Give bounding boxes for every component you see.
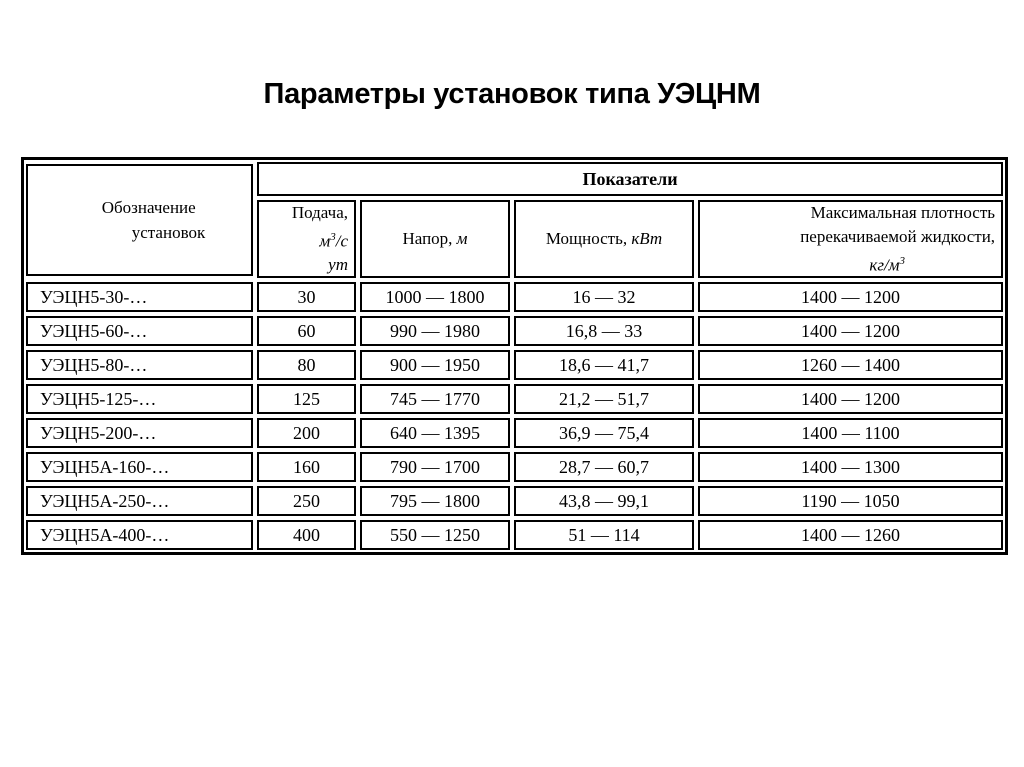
header-podacha-unit-sup: 3 <box>330 230 336 243</box>
row-density: 1400 — 1200 <box>698 282 1003 312</box>
table-row <box>24 484 1005 518</box>
row-power: 16,8 — 33 <box>514 316 694 346</box>
header-napor-unit: м <box>456 229 468 248</box>
parameters-table <box>21 157 1008 555</box>
header-density-cell <box>696 198 1005 280</box>
row-podacha: 60 <box>257 316 356 346</box>
header-group-label: Показатели <box>257 162 1003 196</box>
header-podacha-unit: м <box>319 231 331 251</box>
header-podacha-line3: ут <box>328 255 348 275</box>
row-power: 51 — 114 <box>514 520 694 550</box>
row-density: 1400 — 1300 <box>698 452 1003 482</box>
page-title: Параметры установок типа УЭЦНМ <box>263 78 761 110</box>
header-power-label: Мощность, <box>545 229 628 248</box>
row-density: 1400 — 1100 <box>698 418 1003 448</box>
header-napor-label: Напор, <box>402 229 453 248</box>
row-podacha: 250 <box>257 486 356 516</box>
row-power: 28,7 — 60,7 <box>514 452 694 482</box>
table-row <box>24 416 1005 450</box>
row-napor: 795 — 1800 <box>360 486 510 516</box>
row-density: 1400 — 1200 <box>698 316 1003 346</box>
row-density: 1400 — 1200 <box>698 384 1003 414</box>
header-density-unit-sup: 3 <box>899 254 906 267</box>
table-row <box>24 382 1005 416</box>
header-designation-cell <box>24 160 255 280</box>
header-group-cell <box>255 160 1005 198</box>
row-napor: 640 — 1395 <box>360 418 510 448</box>
row-power: 43,8 — 99,1 <box>514 486 694 516</box>
row-name: УЭЦН5А-160-… <box>26 452 253 482</box>
row-napor: 790 — 1700 <box>360 452 510 482</box>
row-power: 16 — 32 <box>514 282 694 312</box>
table-row <box>24 314 1005 348</box>
header-podacha-cell <box>255 198 358 280</box>
row-podacha: 200 <box>257 418 356 448</box>
row-power: 18,6 — 41,7 <box>514 350 694 380</box>
header-density-line1: Максимальная плотность <box>810 202 996 222</box>
header-designation-line2: установок <box>131 223 206 242</box>
row-name: УЭЦН5-30-… <box>26 282 253 312</box>
row-power: 36,9 — 75,4 <box>514 418 694 448</box>
header-power-cell <box>512 198 696 280</box>
row-podacha: 125 <box>257 384 356 414</box>
header-density-unit: кг/м <box>869 255 900 275</box>
row-podacha: 80 <box>257 350 356 380</box>
header-podacha-label: Подача, <box>291 202 348 222</box>
row-power: 21,2 — 51,7 <box>514 384 694 414</box>
header-podacha-unit-rest: /с <box>335 231 348 251</box>
header-designation-line1: Обозначение <box>101 198 196 217</box>
row-napor: 990 — 1980 <box>360 316 510 346</box>
row-name: УЭЦН5-60-… <box>26 316 253 346</box>
table-row <box>24 518 1005 552</box>
row-podacha: 400 <box>257 520 356 550</box>
row-density: 1260 — 1400 <box>698 350 1003 380</box>
table-row <box>24 348 1005 382</box>
row-name: УЭЦН5-200-… <box>26 418 253 448</box>
header-density-line2: перекачиваемой жидкости, <box>800 226 996 246</box>
row-podacha: 160 <box>257 452 356 482</box>
table-row <box>24 280 1005 314</box>
header-napor-cell <box>358 198 512 280</box>
row-name: УЭЦН5А-250-… <box>26 486 253 516</box>
row-napor: 900 — 1950 <box>360 350 510 380</box>
table-row <box>24 450 1005 484</box>
row-name: УЭЦН5-125-… <box>26 384 253 414</box>
row-napor: 550 — 1250 <box>360 520 510 550</box>
row-napor: 745 — 1770 <box>360 384 510 414</box>
row-name: УЭЦН5-80-… <box>26 350 253 380</box>
header-power-unit: кВт <box>631 229 663 248</box>
row-napor: 1000 — 1800 <box>360 282 510 312</box>
row-density: 1400 — 1260 <box>698 520 1003 550</box>
row-density: 1190 — 1050 <box>698 486 1003 516</box>
row-name: УЭЦН5А-400-… <box>26 520 253 550</box>
row-podacha: 30 <box>257 282 356 312</box>
